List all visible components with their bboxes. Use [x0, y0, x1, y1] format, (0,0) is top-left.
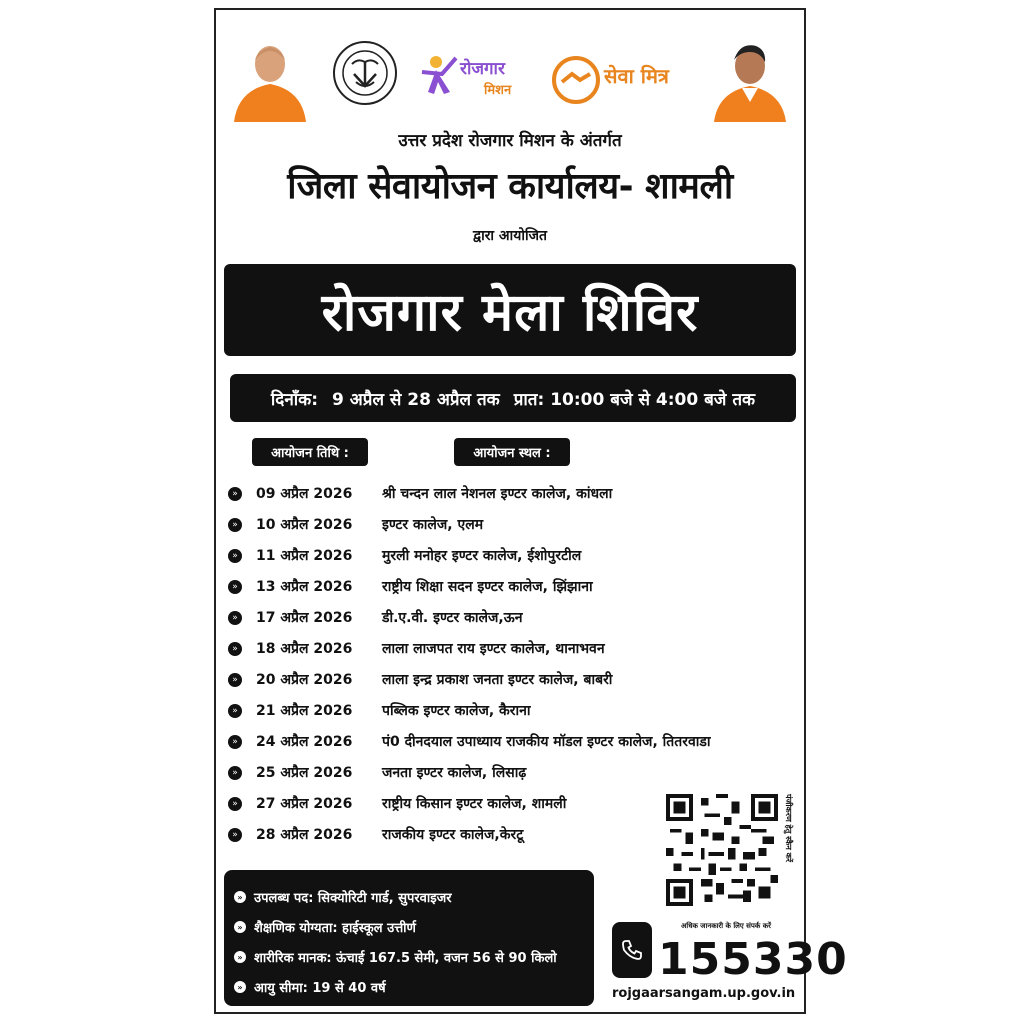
list-item	[228, 540, 798, 571]
bullet-chevron-icon: »	[228, 828, 242, 842]
schedule-date: 27 अप्रैल 2026	[256, 796, 353, 812]
bullet-chevron-icon: »	[234, 981, 246, 993]
list-item	[234, 912, 584, 942]
column-label-date	[252, 438, 368, 466]
list-item	[228, 633, 798, 664]
bullet-chevron-icon: »	[228, 549, 242, 563]
event-banner	[224, 264, 796, 356]
list-item	[228, 602, 798, 633]
portrait-left	[230, 32, 310, 122]
bullet-chevron-icon: »	[234, 891, 246, 903]
list-item	[234, 972, 584, 1002]
time-range: प्रात: 10:00 बजे से 4:00 बजे तक	[513, 389, 756, 410]
date-range: 9 अप्रैल से 28 अप्रैल तक	[332, 389, 500, 410]
bullet-chevron-icon: »	[228, 704, 242, 718]
rozgar-logo-title: रोजगार	[460, 59, 505, 79]
schedule-venue: इण्टर कालेज, एलम	[382, 517, 484, 533]
schedule-venue: जनता इण्टर कालेज, लिसाढ़	[382, 765, 527, 781]
schedule-date: 28 अप्रैल 2026	[256, 827, 353, 843]
date-label: दिनाँक:	[270, 389, 319, 410]
contact-note: अधिक जानकारी के लिए संपर्क करें	[681, 922, 771, 930]
info-posts: उपलब्ध पद: सिक्योरिटी गार्ड, सुपरवाइजर	[254, 891, 452, 906]
schedule-venue: मुरली मनोहर इण्टर कालेज, ईशोपुरटील	[382, 548, 582, 564]
schedule-date: 17 अप्रैल 2026	[256, 610, 353, 626]
column-label-venue-text: आयोजन स्थल :	[473, 446, 551, 461]
handshake-icon	[552, 56, 600, 104]
job-fair-poster	[214, 8, 848, 1014]
schedule-venue: डी.ए.वी. इण्टर कालेज,ऊन	[382, 610, 523, 626]
schedule-venue: पब्लिक इण्टर कालेज, कैराना	[382, 703, 531, 719]
bullet-chevron-icon: »	[228, 487, 242, 501]
schedule-venue: राष्ट्रीय किसान इण्टर कालेज, शामली	[382, 796, 567, 812]
column-label-venue	[454, 438, 570, 466]
schedule-venue: पं0 दीनदयाल उपाध्याय राजकीय मॉडल इण्टर कालेज, तितरवाडा	[382, 734, 711, 750]
list-item	[228, 757, 798, 788]
schedule-date: 18 अप्रैल 2026	[256, 641, 353, 657]
phone-icon[interactable]	[612, 922, 652, 978]
column-label-date-text: आयोजन तिथि :	[271, 446, 349, 461]
state-emblem-icon	[332, 40, 398, 106]
qr-code-icon[interactable]	[666, 794, 778, 906]
schedule-date: 21 अप्रैल 2026	[256, 703, 353, 719]
schedule-date: 09 अप्रैल 2026	[256, 486, 353, 502]
schedule-date: 25 अप्रैल 2026	[256, 765, 353, 781]
bullet-chevron-icon: »	[228, 735, 242, 749]
seva-mitra-logo	[552, 52, 702, 108]
info-age-limit: आयु सीमा: 19 से 40 वर्ष	[254, 981, 386, 996]
bullet-chevron-icon: »	[228, 797, 242, 811]
bullet-chevron-icon: »	[228, 673, 242, 687]
bullet-chevron-icon: »	[234, 951, 246, 963]
schedule-venue: राजकीय इण्टर कालेज,केरटू	[382, 827, 524, 843]
list-item	[228, 571, 798, 602]
organized-by: द्वारा आयोजित	[473, 228, 547, 244]
bullet-chevron-icon: »	[228, 766, 242, 780]
info-qualification: शैक्षणिक योग्यता: हाईस्कूल उत्तीर्ण	[254, 921, 416, 936]
list-item	[228, 664, 798, 695]
job-details-box	[224, 870, 594, 1006]
schedule-venue: श्री चन्दन लाल नेशनल इण्टर कालेज, कांधला	[382, 486, 613, 502]
list-item	[228, 509, 798, 540]
schedule-venue: राष्ट्रीय शिक्षा सदन इण्टर कालेज, झिंझाना	[382, 579, 593, 595]
office-title: जिला सेवायोजन कार्यालय- शामली	[287, 166, 733, 207]
qr-caption: पंजीकरण हेतु स्कैन करें	[784, 794, 793, 863]
schedule-date: 24 अप्रैल 2026	[256, 734, 353, 750]
schedule-date: 13 अप्रैल 2026	[256, 579, 353, 595]
seva-mitra-text: सेवा मित्र	[604, 64, 669, 88]
bullet-chevron-icon: »	[228, 518, 242, 532]
list-item	[228, 695, 798, 726]
date-bar	[230, 374, 796, 422]
helpline-number[interactable]: 155330	[658, 934, 848, 985]
list-item	[234, 882, 584, 912]
rozgar-logo-sub: मिशन	[484, 83, 512, 98]
bullet-chevron-icon: »	[228, 611, 242, 625]
info-physical-standard: शारीरिक मानक: ऊंचाई 167.5 सेमी, वजन 56 से 90 किलो	[254, 951, 557, 966]
schedule-date: 20 अप्रैल 2026	[256, 672, 353, 688]
list-item	[234, 942, 584, 972]
schedule-date: 10 अप्रैल 2026	[256, 517, 353, 533]
schedule-date: 11 अप्रैल 2026	[256, 548, 353, 564]
schedule-venue: लाला लाजपत राय इण्टर कालेज, थानाभवन	[382, 641, 605, 657]
bullet-chevron-icon: »	[234, 921, 246, 933]
list-item	[228, 478, 798, 509]
rozgar-mission-logo	[420, 50, 550, 110]
portrait-right	[710, 32, 790, 122]
website-link[interactable]: rojgaarsangam.up.gov.in	[612, 986, 796, 1001]
bullet-chevron-icon: »	[228, 580, 242, 594]
bullet-chevron-icon: »	[228, 642, 242, 656]
list-item	[228, 726, 798, 757]
event-title: रोजगार मेला शिविर	[321, 282, 699, 343]
sub-heading: उत्तर प्रदेश रोजगार मिशन के अंतर्गत	[398, 131, 622, 151]
schedule-venue: लाला इन्द्र प्रकाश जनता इण्टर कालेज, बाबरी	[382, 672, 613, 688]
